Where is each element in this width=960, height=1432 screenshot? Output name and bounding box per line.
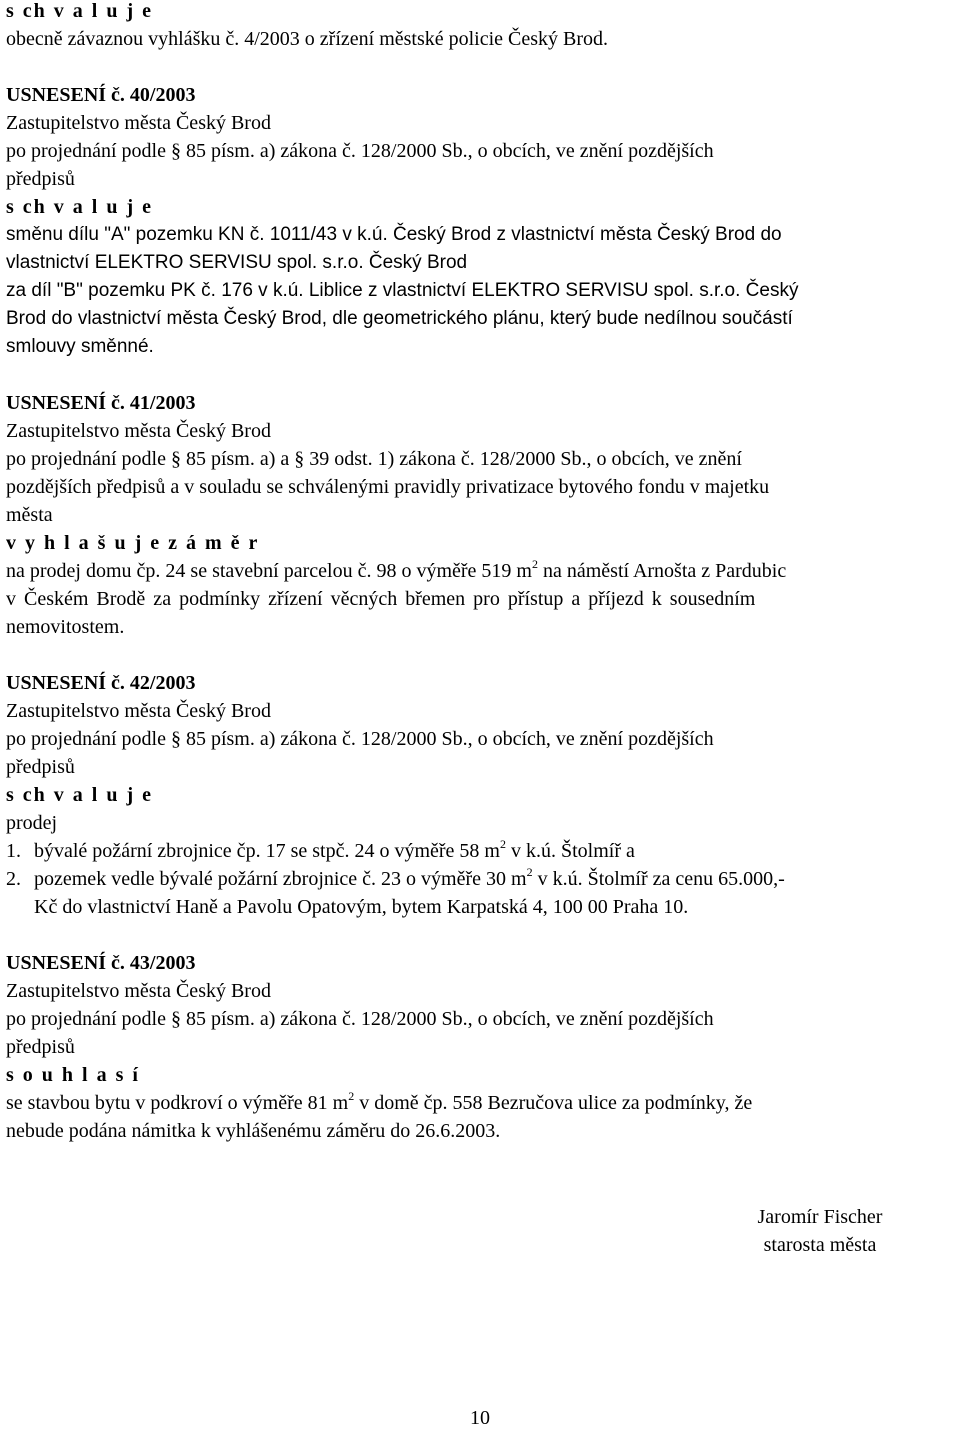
legal-basis-line: předpisů xyxy=(6,756,75,778)
resolution-text-line: vlastnictví ELEKTRO SERVISU spol. s.r.o. Český Brod xyxy=(6,252,468,273)
legal-basis-line: po projednání podle § 85 písm. a) zákona č. 128/2000 Sb., o obcích, ve znění pozdějších xyxy=(6,140,714,162)
resolution-text-line: nemovitostem. xyxy=(6,616,125,638)
resolution-heading: USNESENÍ č. 40/2003 xyxy=(6,84,196,106)
text-part: se stavbou bytu v podkroví o výměře 81 m xyxy=(6,1092,349,1114)
council-line: Zastupitelstvo města Český Brod xyxy=(6,700,271,722)
resolution-text-line: za díl "B" pozemku PK č. 176 v k.ú. Liblice z vlastnictví ELEKTRO SERVISU spol. s.r.o. Český xyxy=(6,280,799,301)
resolution-42 xyxy=(6,669,956,921)
council-line: Zastupitelstvo města Český Brod xyxy=(6,420,271,442)
resolution-verb: s o u h l a s í xyxy=(6,1064,140,1086)
resolution-verb: s ch v a l u j e xyxy=(6,784,153,806)
list-item-number: 1. xyxy=(6,840,21,862)
council-line: Zastupitelstvo města Český Brod xyxy=(6,980,271,1002)
resolution-text-line xyxy=(6,557,956,585)
legal-basis-line: po projednání podle § 85 písm. a) zákona č. 128/2000 Sb., o obcích, ve znění pozdějších xyxy=(6,1008,714,1030)
text-part: Kč do vlastnictví Haně a Pavolu Opatovým, bytem Karpatská 4, 100 00 Praha 10. xyxy=(34,896,689,918)
text-part: bývalé požární zbrojnice čp. 17 se stpč. 24 o výměře 58 m xyxy=(34,840,500,862)
text-part: v k.ú. Štolmíř a xyxy=(505,840,635,862)
resolution-verb: s ch v a l u j e xyxy=(6,196,153,218)
legal-basis-line: předpisů xyxy=(6,1036,75,1058)
legal-basis-line: po projednání podle § 85 písm. a) zákona č. 128/2000 Sb., o obcích, ve znění pozdějších xyxy=(6,728,714,750)
resolution-text-line: smlouvy směnné. xyxy=(6,336,154,357)
text-part: v domě čp. 558 Bezručova ulice za podmínky, že xyxy=(354,1092,753,1114)
list-item xyxy=(6,865,956,921)
page-number: 10 xyxy=(470,1407,490,1429)
signature-block xyxy=(700,1203,940,1259)
legal-basis-line: pozdějších předpisů a v souladu se schválenými pravidly privatizace bytového fondu v majetku xyxy=(6,476,770,498)
council-line: Zastupitelstvo města Český Brod xyxy=(6,112,271,134)
list-item xyxy=(6,837,956,865)
resolution-41 xyxy=(6,389,956,641)
document-page xyxy=(6,0,956,1145)
resolution-43 xyxy=(6,949,956,1145)
resolution-heading: USNESENÍ č. 41/2003 xyxy=(6,392,196,414)
superscript: 2 xyxy=(531,557,538,572)
resolution-text-line xyxy=(6,1089,956,1117)
superscript: 2 xyxy=(499,837,506,852)
legal-basis-line: města xyxy=(6,504,53,526)
legal-basis-line: po projednání podle § 85 písm. a) a § 39 odst. 1) zákona č. 128/2000 Sb., o obcích, ve znění xyxy=(6,448,742,470)
verb-schvaluje-top: s ch v a l u j e xyxy=(6,0,153,22)
top-line: obecně závaznou vyhlášku č. 4/2003 o zřízení městské policie Český Brod. xyxy=(6,28,609,50)
resolution-40 xyxy=(6,81,956,361)
text-part: na prodej domu čp. 24 se stavební parcelou č. 98 o výměře 519 m xyxy=(6,560,532,582)
list-item-number: 2. xyxy=(6,868,21,890)
resolution-heading: USNESENÍ č. 43/2003 xyxy=(6,952,196,974)
resolution-verb: v y h l a š u j e z á m ě r xyxy=(6,532,260,554)
text-part: v k.ú. Štolmíř za cenu 65.000,- xyxy=(532,868,785,890)
legal-basis-line: předpisů xyxy=(6,168,75,190)
superscript: 2 xyxy=(348,1089,355,1104)
text-part: pozemek vedle bývalé požární zbrojnice č. 23 o výměře 30 m xyxy=(34,868,527,890)
signatory-name: Jaromír Fischer xyxy=(757,1206,883,1228)
resolution-text-line: v Českém Brodě za podmínky zřízení věcných břemen pro přístup a příjezd k sousedním xyxy=(6,588,756,610)
list-item-text xyxy=(34,837,956,865)
list-item-text xyxy=(34,865,956,921)
signatory-title: starosta města xyxy=(763,1234,877,1256)
resolution-text-line: Brod do vlastnictví města Český Brod, dle geometrického plánu, který bude nedílnou součástí xyxy=(6,308,793,329)
resolution-text-line: nebude podána námitka k vyhlášenému záměru do 26.6.2003. xyxy=(6,1120,501,1142)
text-part: na náměstí Arnošta z Pardubic xyxy=(537,560,787,582)
resolution-text-line: prodej xyxy=(6,812,58,834)
resolution-text-line: směnu dílu "A" pozemku KN č. 1011/43 v k.ú. Český Brod z vlastnictví města Český Brod do xyxy=(6,224,782,245)
superscript: 2 xyxy=(526,865,533,880)
resolution-heading: USNESENÍ č. 42/2003 xyxy=(6,672,196,694)
